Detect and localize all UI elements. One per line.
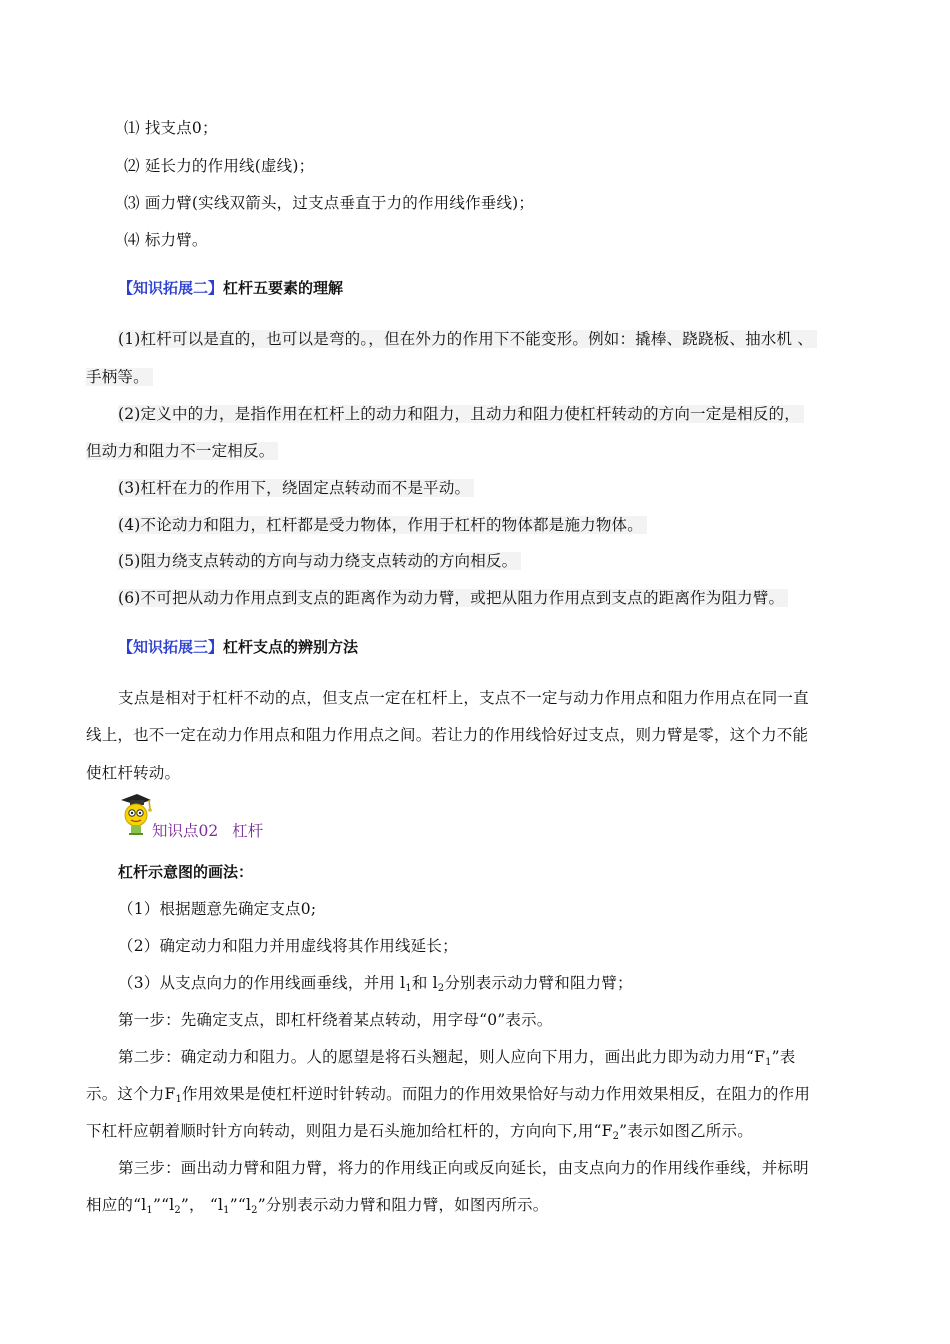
second-step-line-3: 下杠杆应朝着顺时针方向转动，则阻力是石头施加给杠杆的，方向向下,用“$F_2$”表示如图乙所示。 — [86, 1122, 753, 1142]
step-3: ⑶ 画力臂(实线双箭头，过支点垂直于力的作用线作垂线)； — [124, 194, 535, 212]
ext2-heading — [118, 277, 343, 299]
ext3-line-3: 使杠杆转动。 — [86, 764, 181, 782]
ext3-line-1: 支点是相对于杠杆不动的点，但支点一定在杠杆上，支点不一定与动力作用点和阻力作用点在同一直 — [118, 689, 809, 707]
ext3-heading — [118, 636, 358, 658]
step-2: ⑵ 延长力的作用线(虚线)； — [124, 157, 315, 175]
ext2-item-5: (5)阻力绕支点转动的方向与动力绕支点转动的方向相反。 — [118, 550, 521, 572]
step-4: ⑷ 标力臂。 — [124, 231, 208, 249]
ext2-item-4: (4)不论动力和阻力，杠杆都是受力物体，作用于杠杆的物体都是施力物体。 — [118, 514, 647, 536]
second-step-line-2: 示。这个力$F_1$作用效果是使杠杆逆时针转动。而阻力的作用效果恰好与动力作用效果相反，在阻力的作用 — [86, 1085, 811, 1105]
third-step-line-1: 第三步：画出动力臂和阻力臂，将力的作用线正向或反向延长，由支点向力的作用线作垂线，并标明 — [118, 1159, 809, 1177]
ext2-title: 杠杆五要素的理解 — [223, 279, 344, 297]
knowledge-point-title — [152, 820, 263, 842]
teacher-mascot-icon — [115, 792, 155, 838]
first-step: 第一步：先确定支点，即杠杆绕着某点转动，用字母“0”表示。 — [118, 1011, 553, 1029]
ext2-item-1: (1)杠杆可以是直的，也可以是弯的。，但在外力的作用下不能变形。例如：撬棒、跷跷板、抽水机 、 — [118, 328, 817, 350]
drawing-step-3: （3）从支点向力的作用线画垂线，并用 $l_1$和 $l_2$分别表示动力臂和阻力臂； — [118, 974, 633, 994]
ext3-tag: 【知识拓展三】 — [118, 638, 224, 656]
third-step-line-2: 相应的“$l_1”“l_2$”， “$l_1”“l_2$”分别表示动力臂和阻力臂，如图丙所示。 — [86, 1196, 549, 1216]
kp-label: 知识点02 — [152, 822, 219, 840]
ext2-item-1-cont: 手柄等。 — [86, 366, 153, 388]
ext2-item-2: (2)定义中的力，是指作用在杠杆上的动力和阻力，且动力和阻力使杠杆转动的方向一定是相反的， — [118, 403, 804, 425]
drawing-step-2: （2）确定动力和阻力并用虚线将其作用线延长； — [118, 937, 458, 955]
drawing-step-1: （1）根据题意先确定支点0; — [118, 900, 317, 918]
second-step-line-1: 第二步：确定动力和阻力。人的愿望是将石头翘起，则人应向下用力，画出此力即为动力用“$F_1$”表 — [118, 1048, 796, 1068]
drawing-heading: 杠杆示意图的画法： — [118, 863, 254, 881]
ext2-tag: 【知识拓展二】 — [118, 279, 224, 297]
ext2-item-2-cont: 但动力和阻力不一定相反。 — [86, 440, 278, 462]
ext3-line-2: 线上，也不一定在动力作用点和阻力作用点之间。若让力的作用线恰好过支点，则力臂是零，这个力不能 — [86, 726, 809, 744]
ext3-title: 杠杆支点的辨别方法 — [223, 638, 359, 656]
kp-name: 杠杆 — [232, 822, 264, 840]
ext2-item-3: (3)杠杆在力的作用下，绕固定点转动而不是平动。 — [118, 477, 474, 499]
ext2-item-6: (6)不可把从动力作用点到支点的距离作为动力臂，或把从阻力作用点到支点的距离作为阻力臂。 — [118, 587, 788, 609]
step-1: ⑴ 找支点0； — [124, 119, 218, 137]
